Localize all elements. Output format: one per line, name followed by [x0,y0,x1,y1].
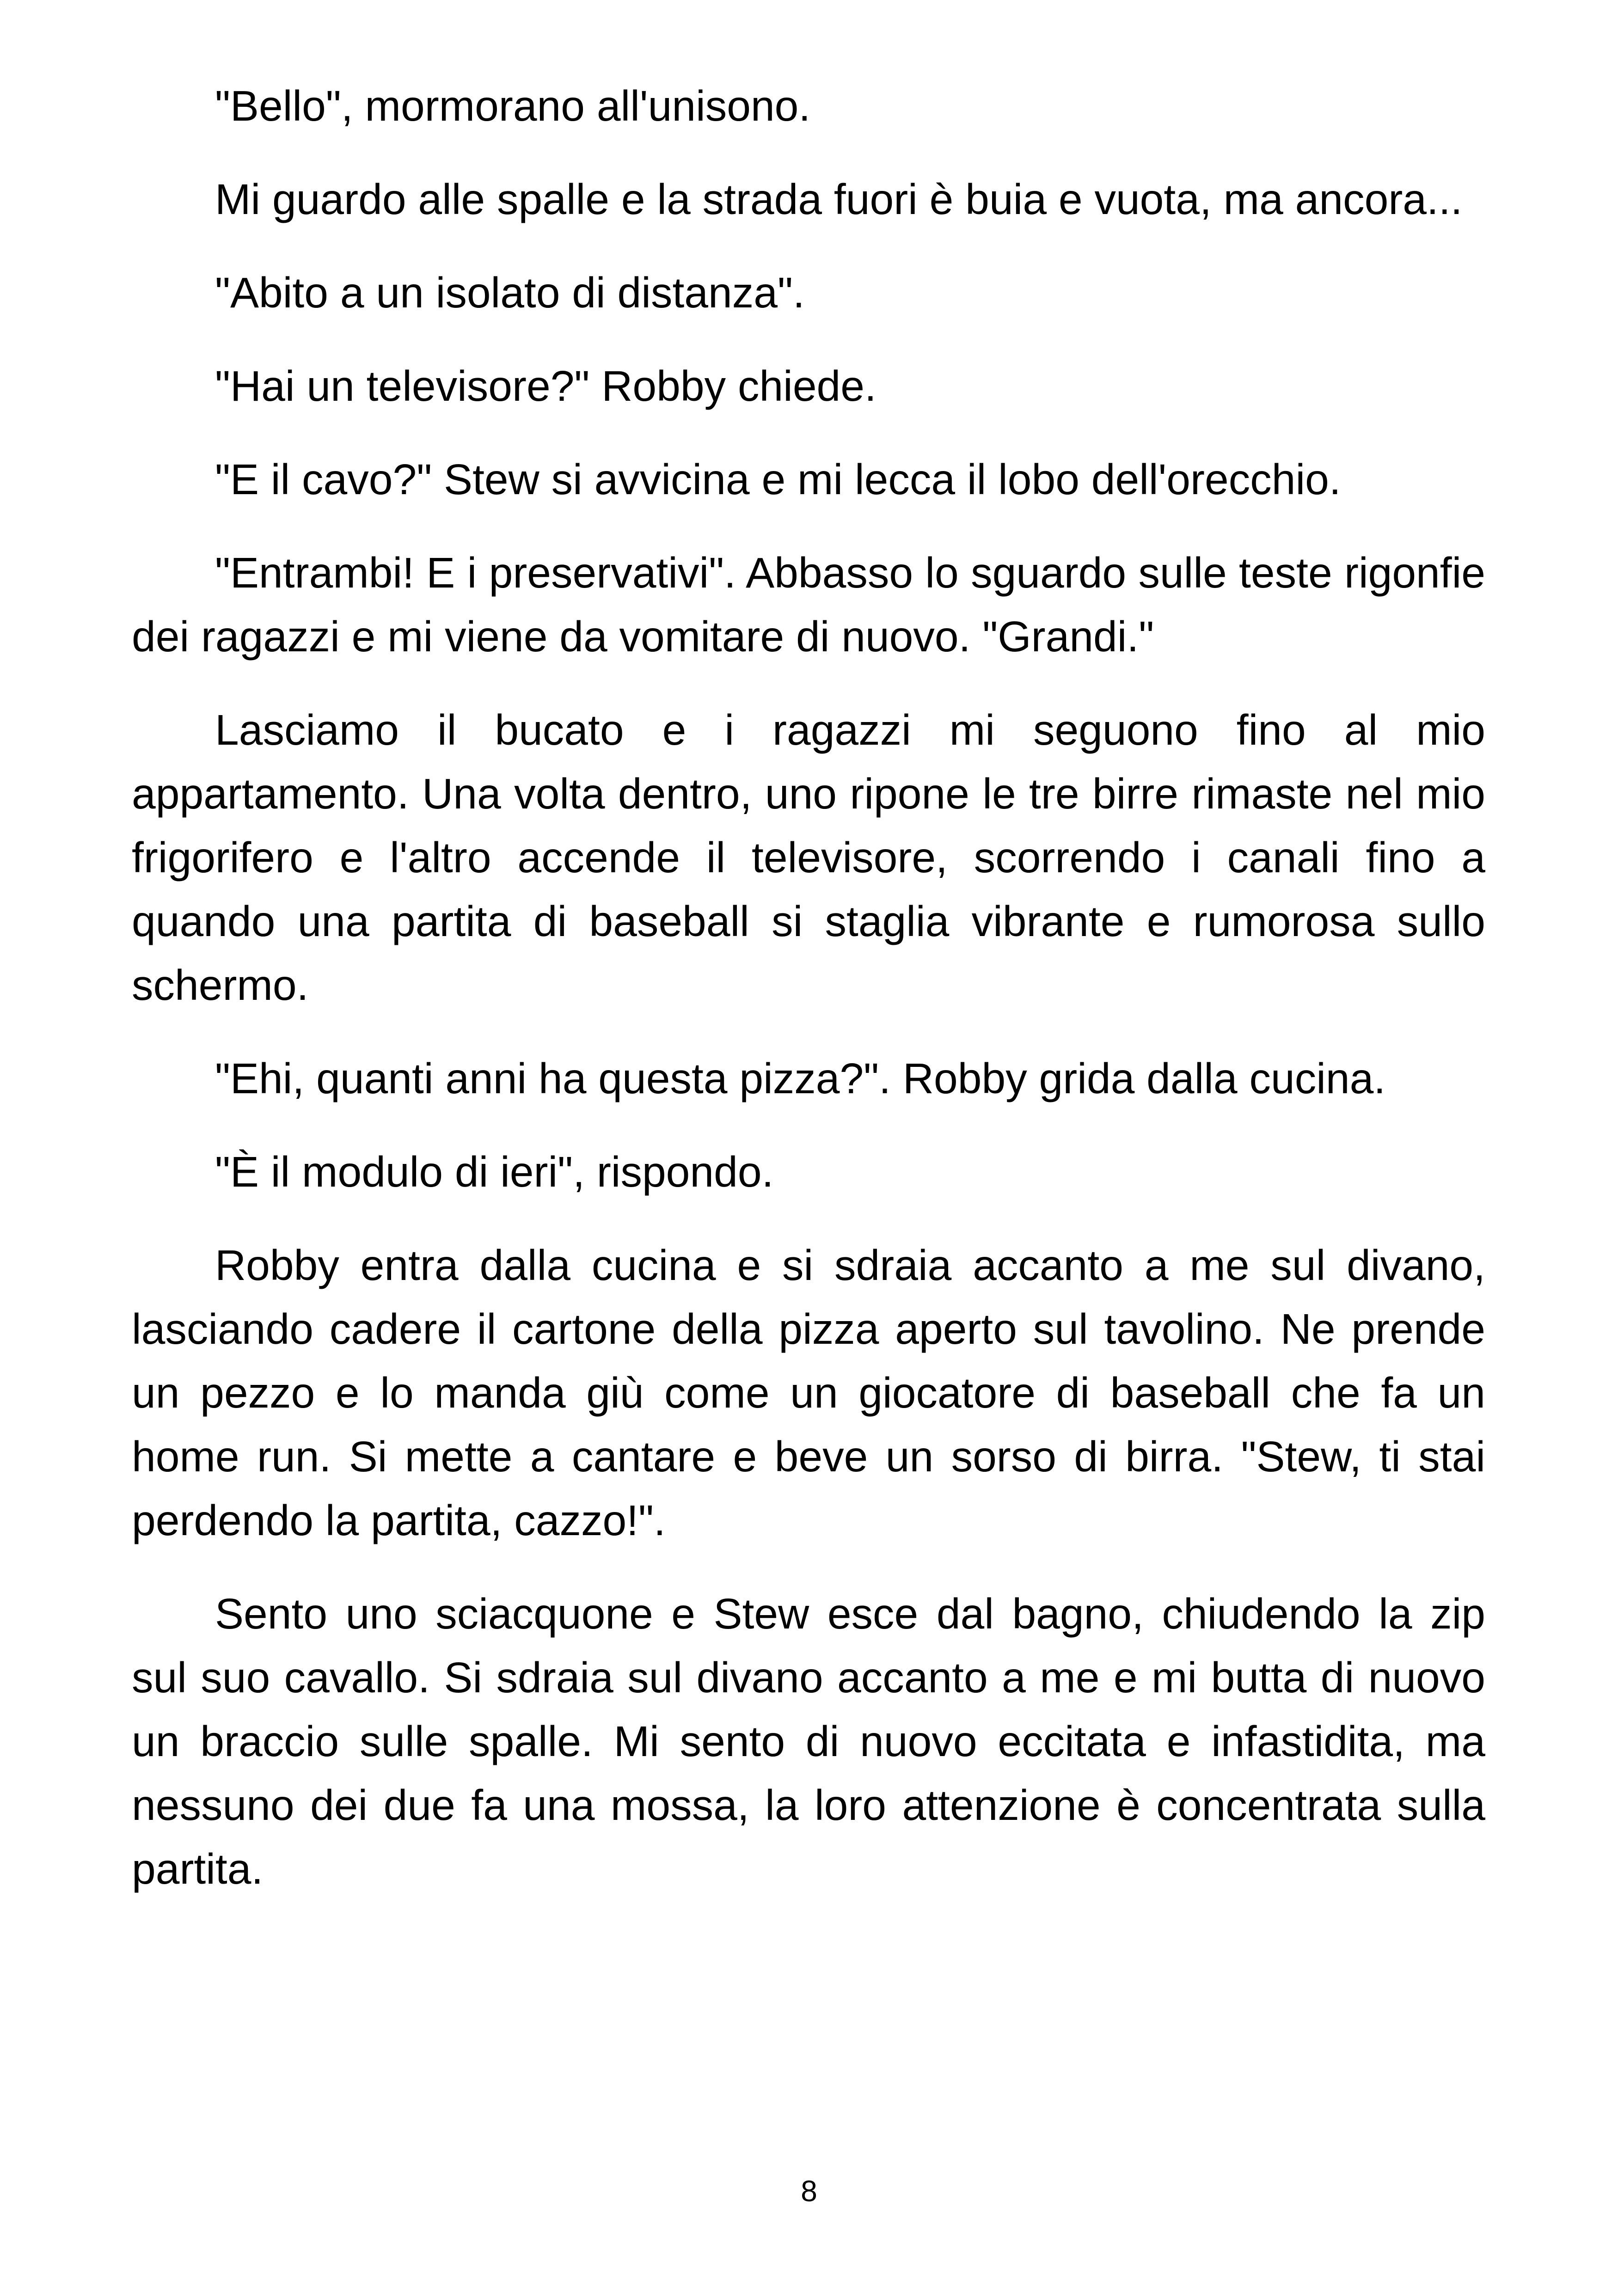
paragraph: "Abito a un isolato di distanza". [215,269,805,317]
paragraph: Lasciamo il bucato e i ragazzi mi seguono fino al mio appartamento. Una volta dentro, uno ripone le tre birre rimaste nel mio frigorifero e l'altro accende il televisore, scorrendo i canali fino a quando una partita di baseball si staglia vibrante e rumorosa sullo schermo. [132,706,1485,1009]
paragraph: "Hai un televisore?" Robby chiede. [215,362,876,410]
body-text [132,74,1485,1930]
paragraph: "È il modulo di ieri", rispondo. [215,1148,774,1196]
paragraph: "Bello", mormorano all'unisono. [215,82,811,130]
paragraph: "E il cavo?" Stew si avvicina e mi lecca il lobo dell'orecchio. [215,455,1341,503]
paragraph: "Ehi, quanti anni ha questa pizza?". Robby grida dalla cucina. [215,1054,1386,1102]
page-number: 8 [801,2174,817,2208]
paragraph: "Entrambi! E i preservativi". Abbasso lo sguardo sulle teste rigonfie dei ragazzi e mi viene da vomitare di nuovo. "Grandi." [132,549,1485,661]
paragraph: Mi guardo alle spalle e la strada fuori è buia e vuota, ma ancora... [215,175,1463,223]
paragraph: Sento uno sciacquone e Stew esce dal bagno, chiudendo la zip sul suo cavallo. Si sdraia sul divano accanto a me e mi butta di nuovo un braccio sulle spalle. Mi sento di nuovo eccitata e infastidita, ma nessuno dei due fa una mossa, la loro attenzione è concentrata sulla partita. [132,1590,1485,1893]
paragraph: Robby entra dalla cucina e si sdraia accanto a me sul divano, lasciando cadere il cartone della pizza aperto sul tavolino. Ne prende un pezzo e lo manda giù come un giocatore di baseball che fa un home run. Si mette a cantare e beve un sorso di birra. "Stew, ti stai perdendo la partita, cazzo!". [132,1241,1485,1544]
